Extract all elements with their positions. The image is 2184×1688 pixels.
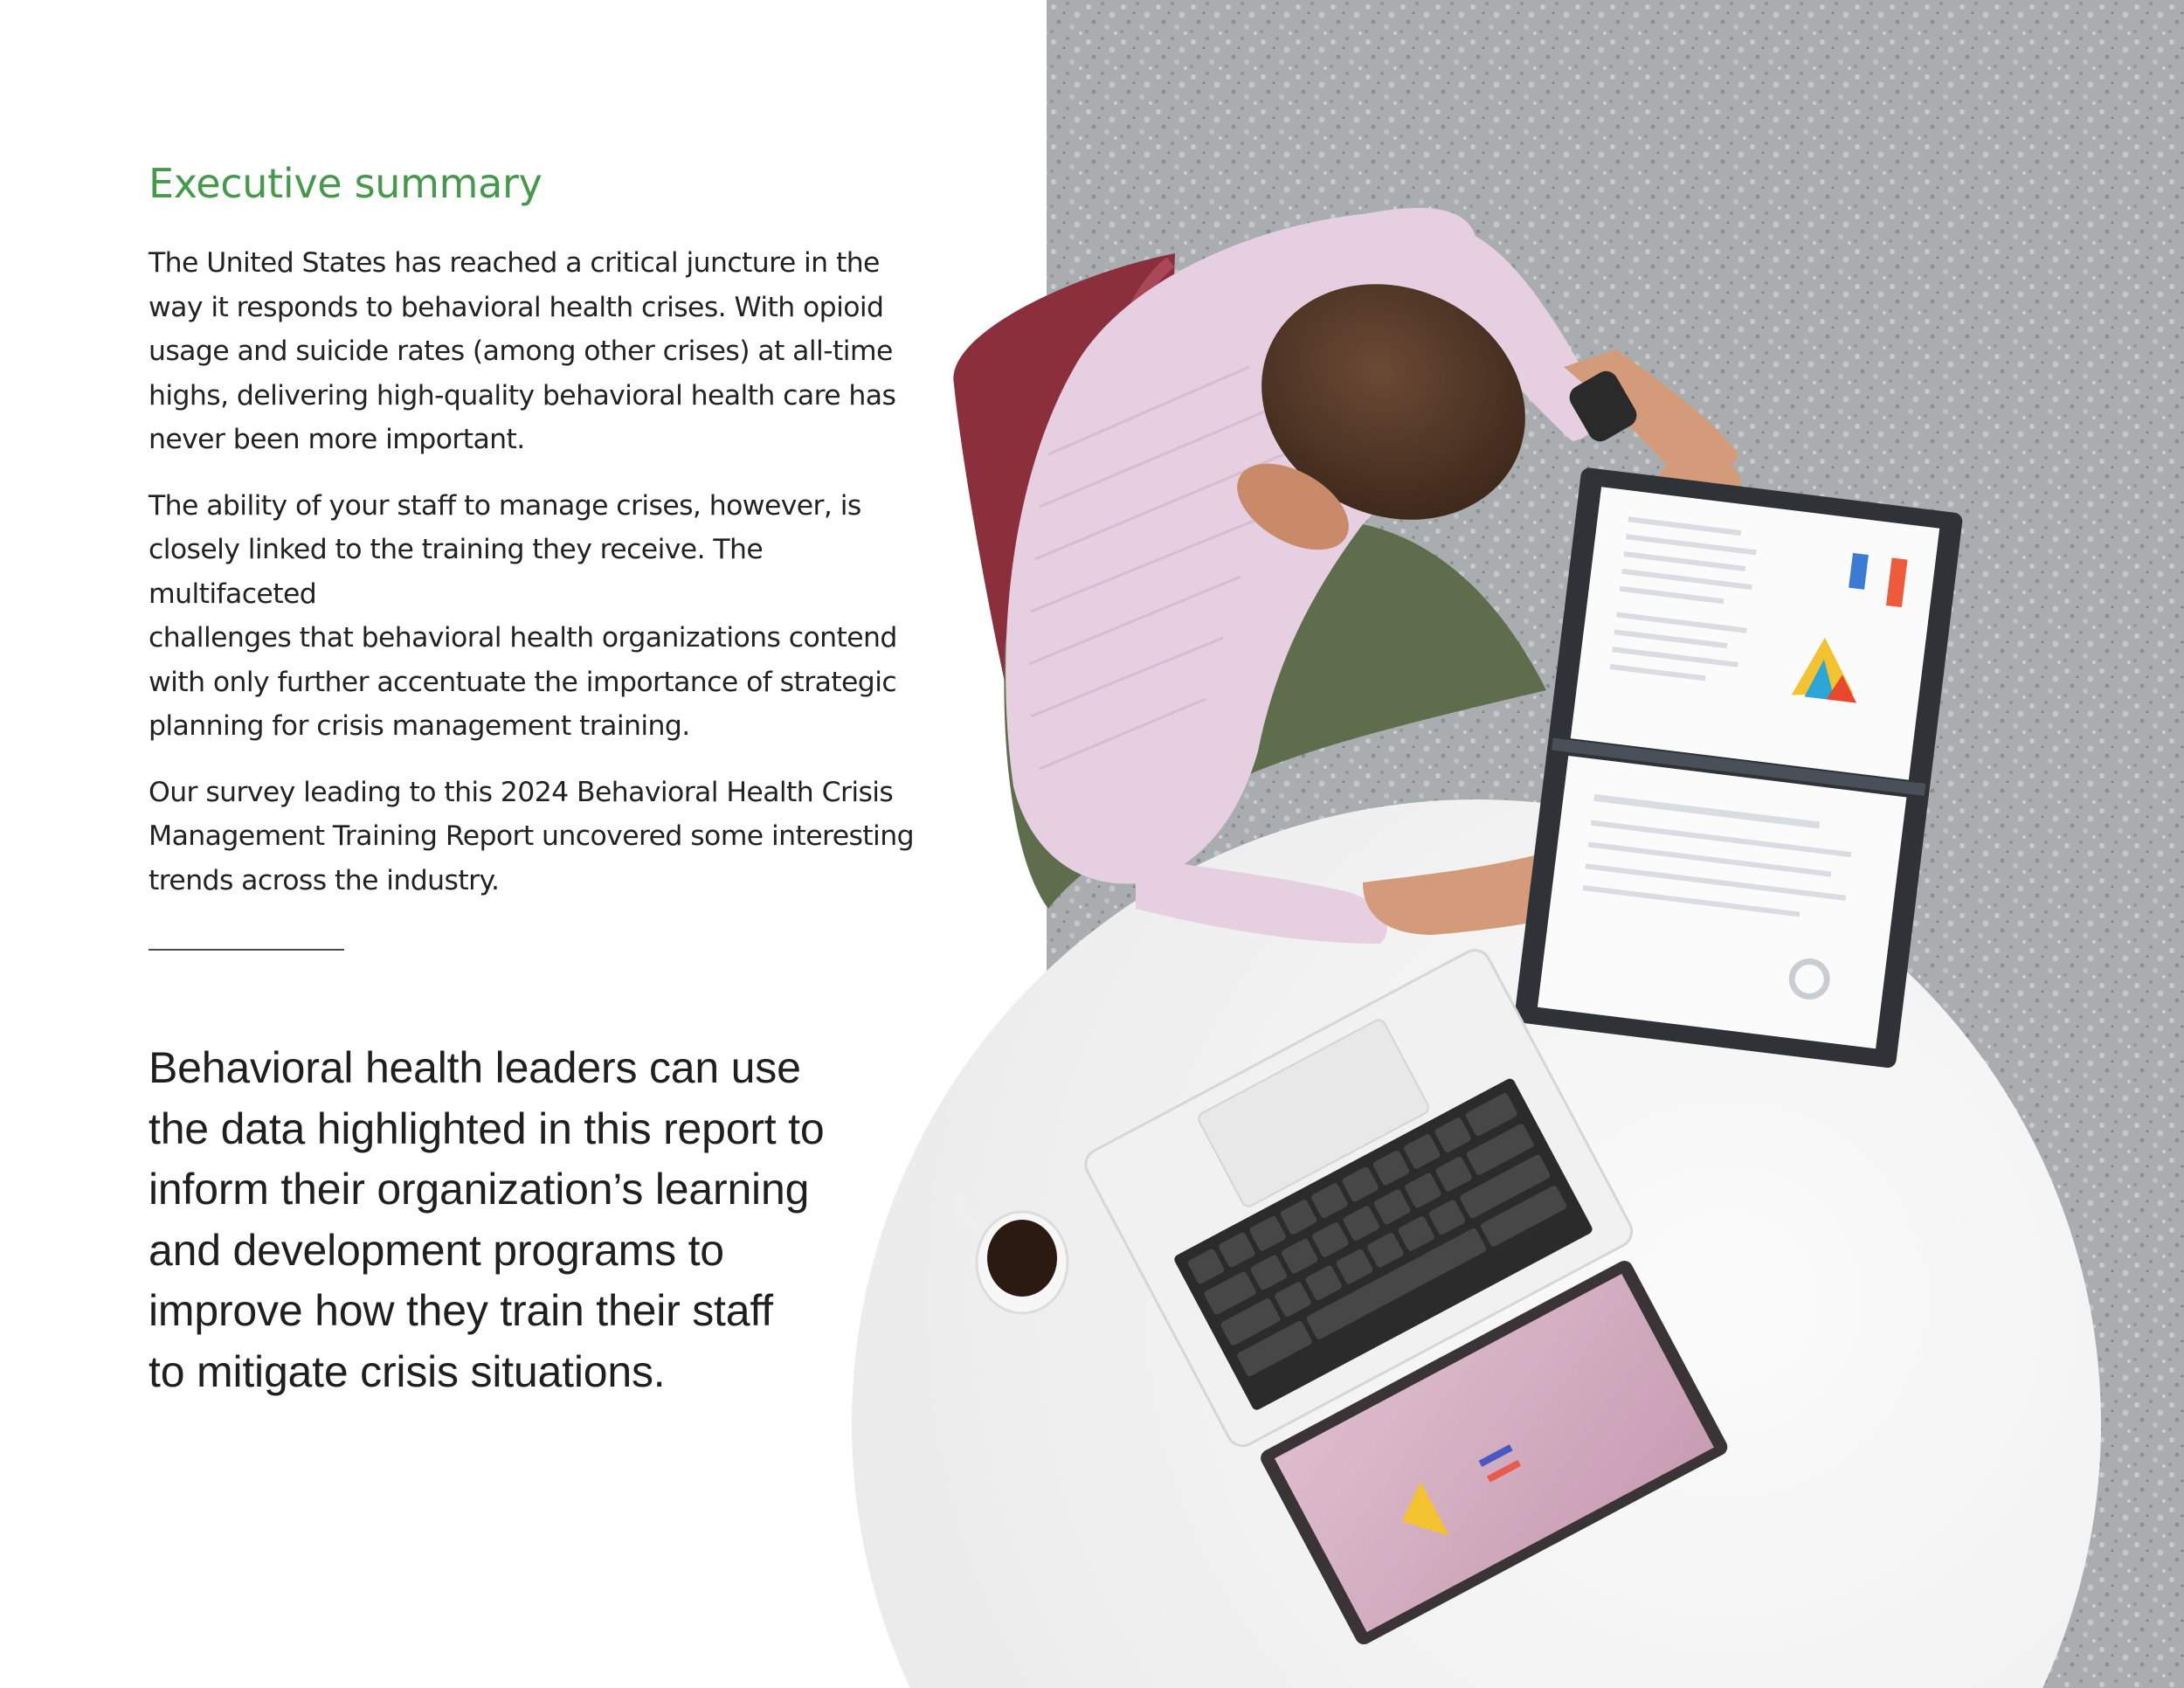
paragraph-line: highs, delivering high-quality behavioral health care has	[149, 379, 896, 412]
pull-quote-line: improve how they train their staff	[149, 1286, 773, 1335]
summary-paragraph	[149, 484, 917, 749]
paragraph-line: never been more important.	[149, 424, 525, 455]
paragraph-line: The ability of your staff to manage crises, however, is	[149, 489, 861, 522]
paragraph-line: with only further accentuate the importance of strategic	[149, 666, 897, 698]
paragraph-line: challenges that behavioral health organizations contend	[149, 622, 897, 654]
paragraph-line: closely linked to the training they receive. The multifaceted	[149, 534, 764, 610]
summary-paragraph	[149, 771, 917, 903]
paragraph-line: trends across the industry.	[149, 864, 500, 896]
pull-quote-line: Behavioral health leaders can use	[149, 1043, 801, 1092]
summary-paragraph	[149, 241, 917, 462]
pull-quote-line: to mitigate crisis situations.	[149, 1346, 666, 1396]
paragraph-line: usage and suicide rates (among other crises) at all-time	[149, 336, 893, 367]
paragraph-line: way it responds to behavioral health crises. With opioid	[149, 291, 884, 323]
open-folder	[1514, 467, 1964, 1069]
paragraph-line: The United States has reached a critical juncture in the	[149, 247, 880, 279]
paragraph-line: Our survey leading to this 2024 Behavioral Health Crisis	[149, 776, 894, 808]
pull-quote-line: the data highlighted in this report to	[149, 1103, 825, 1153]
section-heading: Executive summary	[149, 160, 543, 207]
executive-summary-section	[149, 153, 917, 903]
section-divider	[149, 949, 344, 951]
pull-quote-line: and development programs to	[149, 1225, 724, 1275]
paragraph-line: Management Training Report uncovered some interesting	[149, 820, 914, 852]
pull-quote	[149, 1038, 874, 1402]
pull-quote-line: inform their organization’s learning	[149, 1165, 810, 1214]
paragraph-line: planning for crisis management training.	[149, 710, 690, 742]
